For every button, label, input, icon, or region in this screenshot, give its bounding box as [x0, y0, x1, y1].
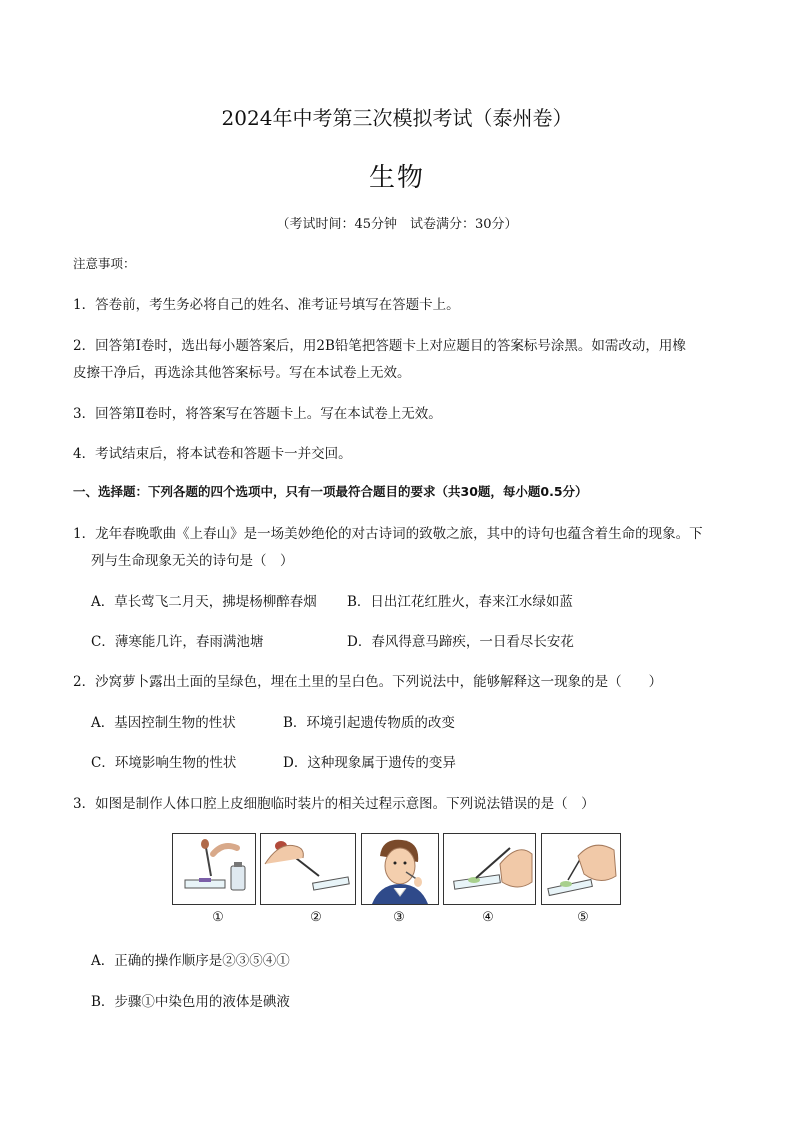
- notice-item: 1．答卷前，考生务必将自己的姓名、准考证号填写在答题卡上。: [73, 297, 460, 313]
- dropper-stain-illustration: [173, 834, 255, 904]
- exam-title: 2024年中考第三次模拟考试（泰州卷）: [221, 106, 573, 130]
- question-1-stem: 1．龙年春晚歌曲《上春山》是一场美妙绝伦的对古诗词的致敬之旅，其中的诗句也蕴含着生命的现象。下: [73, 526, 703, 542]
- subject-title: 生物: [368, 163, 425, 193]
- figure-label-5: ⑤: [577, 910, 589, 925]
- question-1-option-a: A．草长莺飞二月天，拂堤杨柳醉春烟: [91, 594, 317, 610]
- figure-panel-drop-water: [260, 833, 356, 905]
- notice-heading: 注意事项：: [73, 256, 136, 271]
- notice-item: 3．回答第Ⅱ卷时，将答案写在答题卡上。写在本试卷上无效。: [73, 406, 442, 422]
- figure-panel-scrape-mouth: [361, 833, 439, 905]
- question-1-stem-line2: 列与生命现象无关的诗句是（ ）: [91, 553, 294, 569]
- question-3-stem: 3．如图是制作人体口腔上皮细胞临时装片的相关过程示意图。下列说法错误的是（ ）: [73, 796, 595, 812]
- figure-label-4: ④: [482, 910, 494, 925]
- figure-panel-stain: [172, 833, 256, 905]
- question-2-option-a: A．基因控制生物的性状: [91, 715, 236, 731]
- question-2-stem: 2．沙窝萝卜露出土面的呈绿色，埋在土里的呈白色。下列说法中，能够解释这一现象的是（ ）: [73, 674, 663, 690]
- figure-label-3: ③: [393, 910, 405, 925]
- question-2-option-c: C．环境影响生物的性状: [91, 755, 237, 771]
- question-2-option-d: D．这种现象属于遗传的变异: [283, 755, 456, 771]
- figure-panel-cover: [541, 833, 621, 905]
- question-2-option-b: B．环境引起遗传物质的改变: [283, 715, 455, 731]
- figure-label-2: ②: [310, 910, 322, 925]
- cover-slip-illustration: [542, 834, 620, 904]
- figure-panel-spread: [443, 833, 536, 905]
- question-1-option-b: B．日出江花红胜火，春来江水绿如蓝: [347, 594, 573, 610]
- drop-water-illustration: [261, 834, 355, 904]
- person-scraping-cheek-illustration: [362, 834, 438, 904]
- notice-item: 2．回答第Ⅰ卷时，选出每小题答案后，用2B铅笔把答题卡上对应题目的答案标号涂黑。如需改动，用橡: [73, 338, 686, 354]
- figure-label-1: ①: [212, 910, 224, 925]
- notice-item: 4．考试结束后，将本试卷和答题卡一并交回。: [73, 446, 352, 462]
- exam-info: （考试时间：45分钟 试卷满分：30分）: [276, 217, 518, 232]
- spread-cells-illustration: [444, 834, 535, 904]
- question-3-option-a: A．正确的操作顺序是②③⑤④①: [91, 953, 290, 969]
- question-3-option-b: B．步骤①中染色用的液体是碘液: [91, 994, 290, 1010]
- question-1-option-d: D．春风得意马蹄疾，一日看尽长安花: [347, 634, 574, 650]
- section-heading: 一、选择题：下列各题的四个选项中，只有一项最符合题目的要求（共30题，每小题0.5分）: [73, 484, 588, 499]
- question-1-option-c: C．薄寒能几许，春雨满池塘: [91, 634, 264, 650]
- notice-item-continuation: 皮擦干净后，再选涂其他答案标号。写在本试卷上无效。: [73, 365, 411, 381]
